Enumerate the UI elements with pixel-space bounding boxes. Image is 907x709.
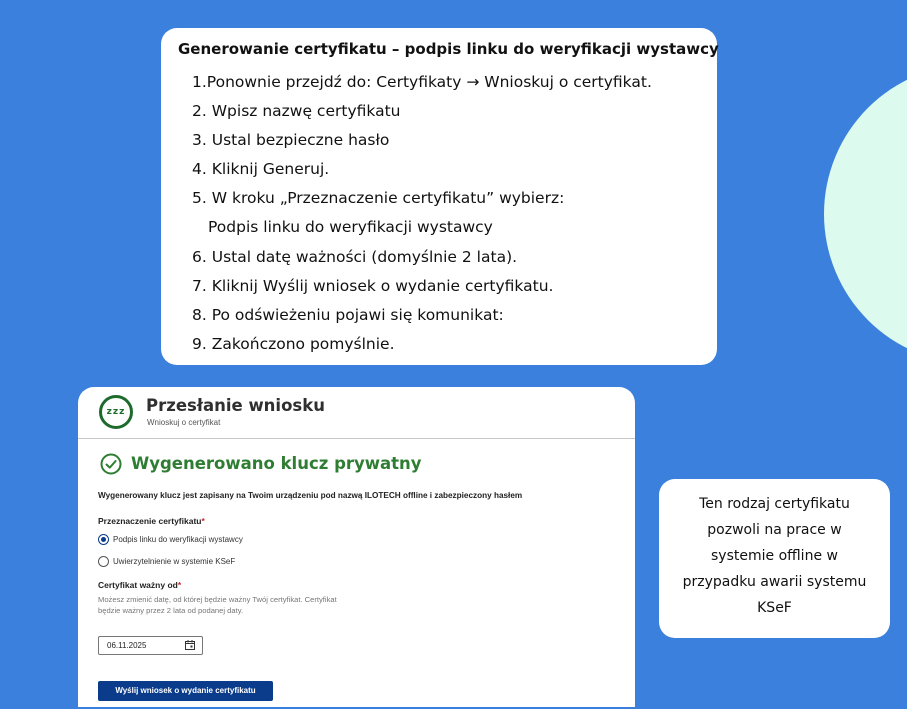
step-text: Ustal datę ważności (domyślnie 2 lata). <box>206 247 518 266</box>
date-input[interactable] <box>98 636 203 655</box>
step-number: 8. <box>192 305 207 324</box>
instruction-step <box>178 97 701 126</box>
decorative-circle <box>824 64 907 364</box>
screenshot-panel <box>78 387 635 707</box>
page-title: Przesłanie wniosku <box>146 396 325 415</box>
step-text: Ponownie przejdź do: Certyfikaty → Wnioskuj o certyfikat. <box>206 73 652 91</box>
instruction-step <box>178 330 701 359</box>
step-number: 6. <box>192 247 207 266</box>
purpose-label-text: Przeznaczenie certyfikatu <box>98 516 202 526</box>
step-text: W kroku „Przeznaczenie certyfikatu” wybierz: <box>206 189 565 208</box>
step-number: 5. <box>192 189 207 208</box>
breadcrumb[interactable]: Wnioskuj o certyfikat <box>147 418 221 427</box>
step-text: Ustal bezpieczne hasło <box>206 131 390 150</box>
instruction-step <box>178 184 701 213</box>
step-text: Kliknij Generuj. <box>206 160 330 179</box>
note-line: przypadku awarii systemu <box>682 574 867 590</box>
instructions-card <box>161 28 717 365</box>
date-value[interactable]: 06.11.2025 <box>107 641 147 650</box>
instruction-step <box>178 155 701 184</box>
note-line: systemie offline w <box>711 548 838 564</box>
instruction-step <box>178 301 701 330</box>
check-circle-icon <box>100 453 122 475</box>
radio-label[interactable]: Uwierzytelnienie w systemie KSeF <box>113 557 236 566</box>
note-line: pozwoli na prace w <box>707 522 842 538</box>
instruction-step <box>178 272 701 301</box>
step-number: 1. <box>192 73 207 91</box>
radio-button[interactable] <box>98 534 109 545</box>
step-text: Wpisz nazwę certyfikatu <box>206 102 401 121</box>
submit-request-button[interactable]: Wyślij wniosek o wydanie certyfikatu <box>98 681 273 701</box>
step-text: Po odświeżeniu pojawi się komunikat: <box>206 305 504 324</box>
step-number: 4. <box>192 160 207 179</box>
instruction-step <box>178 213 701 242</box>
step-text: Podpis linku do weryfikacji wystawcy <box>208 218 493 237</box>
valid-from-hint: Możesz zmienić datę, od której będzie ważny Twój certyfikat. Certyfikat będzie ważny przez 2 lata od podanej daty. <box>98 595 337 615</box>
step-text: Zakończono pomyślnie. <box>206 334 395 353</box>
instructions-list <box>178 68 701 359</box>
success-message: Wygenerowano klucz prywatny <box>131 454 422 473</box>
instruction-step <box>178 68 701 97</box>
note-line: KSeF <box>757 600 792 616</box>
step-text: Kliknij Wyślij wniosek o wydanie certyfikatu. <box>206 276 554 295</box>
required-mark: * <box>201 516 205 526</box>
info-text: Wygenerowany klucz jest zapisany na Twoim urządzeniu pod nazwą ILOTECH offline i zabezpieczony hasłem <box>98 491 523 500</box>
instruction-step <box>178 126 701 155</box>
instructions-title: Generowanie certyfikatu – podpis linku do weryfikacji wystawcy <box>178 40 719 58</box>
radio-button[interactable] <box>98 556 109 567</box>
purpose-label <box>98 516 205 526</box>
radio-label[interactable]: Podpis linku do weryfikacji wystawcy <box>113 535 243 544</box>
required-mark: * <box>177 580 182 590</box>
note-line: Ten rodzaj certyfikatu <box>699 496 850 512</box>
panel-header <box>78 387 635 439</box>
note-card <box>659 479 890 638</box>
step-number: 2. <box>192 102 207 121</box>
instruction-step <box>178 243 701 272</box>
zzz-logo-icon: zzz <box>99 395 133 429</box>
step-number: 3. <box>192 131 207 150</box>
step-number: 7. <box>192 276 207 295</box>
step-number: 9. <box>192 334 207 353</box>
valid-from-label <box>98 580 181 590</box>
calendar-icon[interactable] <box>185 640 195 650</box>
valid-from-label-text: Certyfikat ważny od <box>98 580 178 590</box>
